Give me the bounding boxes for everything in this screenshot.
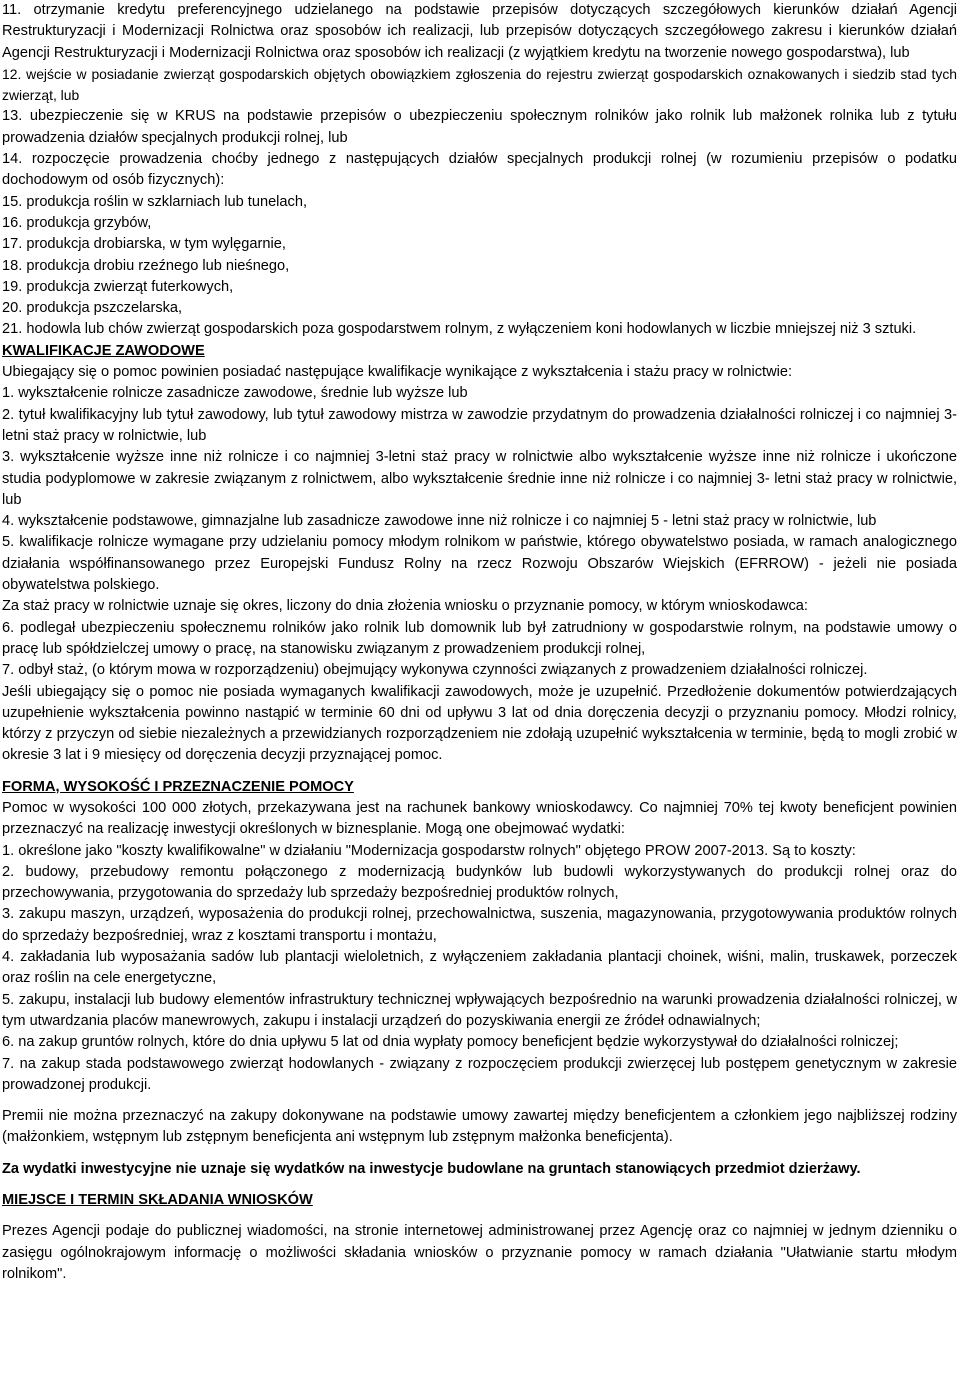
list-item: 17. produkcja drobiarska, w tym wylęgarnie, xyxy=(2,236,286,253)
list-item: 5. zakupu, instalacji lub budowy elementów infrastruktury technicznej wpływających bezpośrednio na warunki prowadzenia działalności rolniczej, w tym utwardzania placów manewrowych, zakupu i instalacji urządzeń do pozyskiwania energii ze źródeł odnawialnych; xyxy=(2,991,957,1029)
list-item: 1. wykształcenie rolnicze zasadnicze zawodowe, średnie lub wyższe lub xyxy=(2,385,468,402)
list-item: 4. zakładania lub wyposażania sadów lub plantacji wieloletnich, z wyłączeniem zakładania plantacji choinek, wiśni, malin, truskawek, porzeczek oraz roślin na cele energetyczne, xyxy=(2,949,957,987)
list-item: 21. hodowla lub chów zwierząt gospodarskich poza gospodarstwem rolnym, z wyłączeniem koni hodowlanych w liczbie mniejszej niż 3 sztuki. xyxy=(2,321,917,338)
submission-section xyxy=(2,1190,957,1285)
paragraph: Premii nie można przeznaczyć na zakupy dokonywane na podstawie umowy zawartej między beneficjentem a członkiem jego najbliższej rodziny (małżonkiem, wstępnym lub zstępnym beneficjenta ani wstępnym lub zstępnym małżonka beneficjenta). xyxy=(2,1108,957,1146)
paragraph: Za staż pracy w rolnictwie uznaje się okres, liczony do dnia złożenia wniosku o przyznanie pomocy, w którym wnioskodawca: xyxy=(2,598,808,615)
qualifications-section xyxy=(2,341,957,767)
section-heading: FORMA, WYSOKOŚĆ I PRZEZNACZENIE POMOCY xyxy=(2,778,354,795)
paragraph: Ubiegający się o pomoc powinien posiadać następujące kwalifikacje wynikające z wykształcenia i stażu pracy w rolnictwie: xyxy=(2,364,793,381)
paragraph: Prezes Agencji podaje do publicznej wiadomości, na stronie internetowej administrowanej przez Agencję oraz co najmniej w jednym dzienniku o zasięgu ogólnokrajowym informację o możliwości składania wniosków o przyznanie pomocy w ramach działania "Ułatwianie startu młodym rolnikom". xyxy=(2,1223,957,1282)
section-heading: KWALIFIKACJE ZAWODOWE xyxy=(2,342,205,359)
bold-note: Za wydatki inwestycyjne nie uznaje się wydatków na inwestycje budowlane na gruntach stanowiących przedmiot dzierżawy. xyxy=(2,1160,861,1177)
section-heading: MIEJSCE I TERMIN SKŁADANIA WNIOSKÓW xyxy=(2,1192,313,1209)
list-item: 6. podlegał ubezpieczeniu społecznemu rolników jako rolnik lub domownik lub był zatrudniony w gospodarstwie rolnym, na podstawie umowy o pracę lub spółdzielczej umowy o pracę, na stanowisku związanym z prowadzeniem produkcji rolnej, xyxy=(2,619,957,657)
list-item: 11. otrzymanie kredytu preferencyjnego udzielanego na podstawie przepisów dotyczących szczegółowych kierunków działań Agencji Restrukturyzacji i Modernizacji Rolnictwa oraz sposobów ich realizacji, lub przepisów dotyczących szczegółowego zakresu i kierunków działań Agencji Restrukturyzacji i Modernizacji Rolnictwa oraz sposobów ich realizacji (z wyjątkiem kredytu na tworzenie nowego gospodarstwa), lub xyxy=(2,2,957,61)
list-item: 7. na zakup stada podstawowego zwierząt hodowlanych - związany z rozpoczęciem produkcji zwierzęcej lub postępem genetycznym w zakresie prowadzonej produkcji. xyxy=(2,1055,957,1093)
list-item: 19. produkcja zwierząt futerkowych, xyxy=(2,278,234,295)
list-item: 3. wykształcenie wyższe inne niż rolnicze i co najmniej 3-letni staż pracy w rolnictwie albo wykształcenie wyższe inne niż rolnicze i ukończone studia podyplomowe w zakresie związanym z rolnictwem, albo wykształcenie średnie inne niż rolnicze i co najmniej 3- letni staż pracy w rolnictwie, lub xyxy=(2,449,957,508)
list-item: 13. ubezpieczenie się w KRUS na podstawie przepisów o ubezpieczeniu społecznym rolników jako rolnik lub małżonek rolnika lub z tytułu prowadzenia działów specjalnych produkcji rolnej, lub xyxy=(2,108,957,146)
list-item: 16. produkcja grzybów, xyxy=(2,214,152,231)
list-item: 6. na zakup gruntów rolnych, które do dnia upływu 5 lat od dnia wypłaty pomocy beneficjent będzie wykorzystywał do działalności rolniczej; xyxy=(2,1034,899,1051)
list-item: 18. produkcja drobiu rzeźnego lub nieśnego, xyxy=(2,257,290,274)
list-item: 14. rozpoczęcie prowadzenia choćby jednego z następujących działów specjalnych produkcji rolnej (w rozumieniu przepisów o podatku dochodowym od osób fizycznych): xyxy=(2,151,957,189)
paragraph: Pomoc w wysokości 100 000 złotych, przekazywana jest na rachunek bankowy wnioskodawcy. Co najmniej 70% tej kwoty beneficjent powinien przeznaczyć na realizację inwestycji określonych w biznesplanie. Mogą one obejmować wydatki: xyxy=(2,799,957,838)
list-item: 4. wykształcenie podstawowe, gimnazjalne lub zasadnicze zawodowe inne niż rolnicze i co najmniej 5 - letni staż pracy w rolnictwie, lub xyxy=(2,513,877,530)
list-item: 20. produkcja pszczelarska, xyxy=(2,300,183,317)
list-item: 15. produkcja roślin w szklarniach lub tunelach, xyxy=(2,193,308,210)
list-item: 12. wejście w posiadanie zwierząt gospodarskich objętych obowiązkiem zgłoszenia do rejestru zwierząt gospodarskich oznakowanych i siedzib stad tych zwierząt, lub xyxy=(2,65,957,104)
list-item: 2. budowy, przebudowy remontu połączonego z modernizacją budynków lub budowli wykorzystywanych do produkcji rolnej oraz do przechowywania, przygotowania do sprzedaży lub sprzedaży bezpośredniej produktów rolnych, xyxy=(2,863,957,902)
list-item: 1. określone jako "koszty kwalifikowalne" w działaniu "Modernizacja gospodarstw rolnych" objętego PROW 2007-2013. Są to koszty: xyxy=(2,842,856,859)
intro-list xyxy=(2,0,957,341)
aid-section xyxy=(2,777,957,1180)
list-item: 2. tytuł kwalifikacyjny lub tytuł zawodowy, lub tytuł zawodowy mistrza w zawodzie przydatnym do prowadzenia działalności rolniczej i co najmniej 3-letni staż pracy w rolnictwie, lub xyxy=(2,406,957,444)
list-item: 5. kwalifikacje rolnicze wymagane przy udzielaniu pomocy młodym rolnikom w państwie, którego obywatelstwo posiada, w ramach analogicznego działania współfinansowanego przez Europejski Fundusz Rolny na rzecz Rozwoju Obszarów Wiejskich (EFRROW) - jeżeli nie posiada obywatelstwa polskiego. xyxy=(2,534,957,594)
paragraph: Jeśli ubiegający się o pomoc nie posiada wymaganych kwalifikacji zawodowych, może je uzupełnić. Przedłożenie dokumentów potwierdzających uzupełnienie wykształcenia powinno nastąpić w terminie 60 dni od upływu 3 lat od dnia doręczenia decyzji o przyznaniu pomocy. Młodzi rolnicy, którzy z przyczyn od siebie niezależnych a przewidzianych rozporządzeniem nie zdołają uzupełnić wykształcenia w terminie, będą to mogli zrobić w okresie 3 lat i 9 miesięcy od doręczenia decyzji przyznającej pomoc. xyxy=(2,683,957,764)
list-item: 7. odbył staż, (o którym mowa w rozporządzeniu) obejmujący wykonywa czynności związanych z prowadzeniem działalności rolniczej. xyxy=(2,662,868,679)
list-item: 3. zakupu maszyn, urządzeń, wyposażenia do produkcji rolnej, przechowalnictwa, suszenia, magazynowania, przygotowywania produktów rolnych do sprzedaży bezpośredniej, wraz z kosztami transportu i montażu, xyxy=(2,906,957,944)
